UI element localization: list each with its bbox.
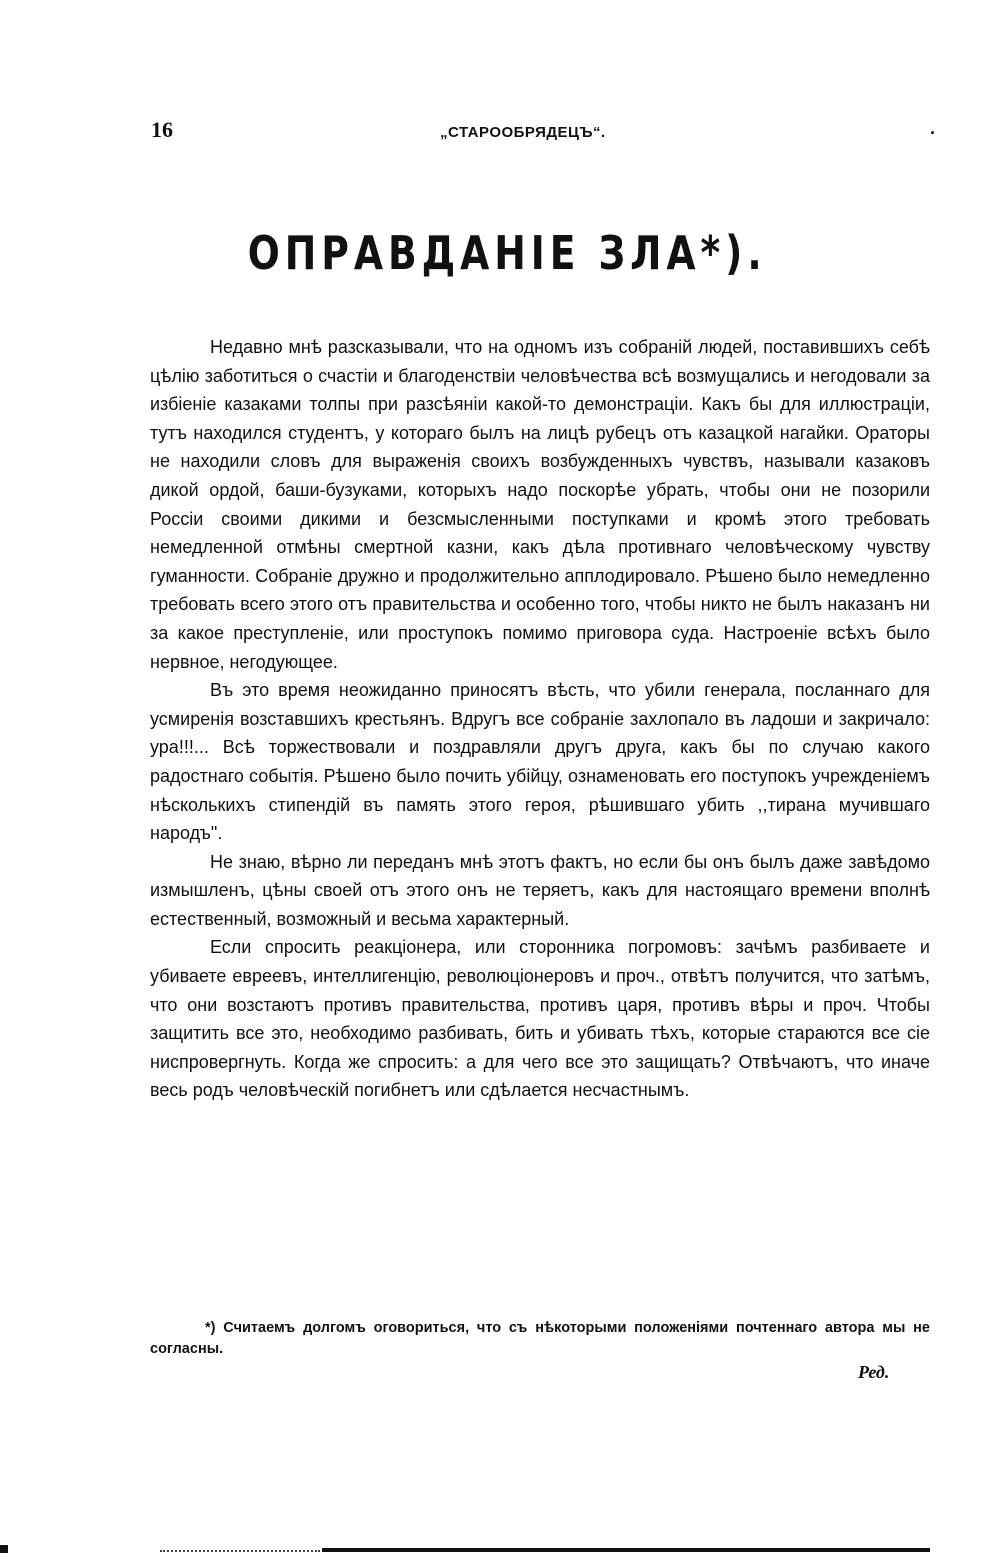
editor-signature: Ред. — [858, 1362, 890, 1382]
paragraph: Въ это время неожиданно приносятъ вѣсть, что убили генерала, посланнаго для усмиренія возставшихъ крестьянъ. Вдругъ все собраніе захлопало въ ладоши и закричало: ура!!!... Всѣ торжествовали и поздравляли другъ друга, какъ бы по случаю какого радостнаго событія. Рѣшено было почить убійцу, ознаменовать его поступокъ учрежденіемъ нѣсколькихъ стипендій въ память этого героя, рѣшившаго убить ,,тирана мучившаго народъ". — [150, 680, 930, 844]
page-number: 16 — [151, 117, 173, 142]
paragraph: Не знаю, вѣрно ли переданъ мнѣ этотъ фактъ, но если бы онъ былъ даже завѣдомо измышленъ, цѣны своей отъ этого онъ не теряетъ, какъ для настоящаго времени вполнѣ естественный, возможный и весьма характерный. — [150, 851, 930, 929]
bottom-rule — [322, 1548, 930, 1552]
corner-mark — [0, 1545, 8, 1553]
header-dot: . — [930, 118, 936, 138]
bottom-dotted-rule — [160, 1550, 320, 1552]
footnote: *) Считаемъ долгомъ оговориться, что съ нѣкоторыми положеніями почтеннаго автора мы не согласны. — [150, 1320, 930, 1357]
paragraph: Недавно мнѣ разсказывали, что на одномъ изъ собраній людей, поставившихъ себѣ цѣлію заботиться о счастіи и благоденствіи человѣчества всѣ возмущались и негодовали за избіеніе казаками толпы при разсѣяніи какой-то демонстраціи. Какъ бы для иллюстраціи, тутъ находился студентъ, у котораго былъ на лицѣ рубецъ отъ казацкой нагайки. Ораторы не находили словъ для выраженія своихъ возбужденныхъ чувствъ, называли казаковъ дикой ордой, баши-бузуками, которыхъ надо поскорѣе убрать, чтобы они не позорили Россіи своими дикими и безсмысленными поступками и кромѣ этого требовать немедленной отмѣны смертной казни, какъ дѣла противнаго человѣческому чувству гуманности. Собраніе дружно и продолжительно апплодировало. Рѣшено было немедленно требовать всего этого отъ правительства и особенно того, чтобы никто не былъ наказанъ ни за какое преступленіе, или проступокъ помимо приговора суда. Настроеніе всѣхъ было нервное, негодующее. — [150, 337, 930, 672]
article-body — [150, 333, 930, 1105]
article-title: ОПРАВДАНІЕ ЗЛА*). — [247, 226, 767, 280]
running-header-title: „СТАРООБРЯДЕЦЪ“. — [440, 124, 606, 141]
paragraph: Если спросить реакціонера, или сторонника погромовъ: зачѣмъ разбиваете и убиваете евреевъ, интеллигенцію, революціонеровъ и проч., отвѣтъ получится, что затѣмъ, что они возстаютъ противъ правительства, противъ царя, противъ вѣры и проч. Чтобы защитить все это, необходимо разбивать, бить и убивать тѣхъ, которые стараются все сіе ниспровергнуть. Когда же спросить: а для чего все это защищать? Отвѣчаютъ, что иначе весь родъ человѣческій погибнетъ или сдѣлается несчастнымъ. — [150, 937, 930, 1101]
